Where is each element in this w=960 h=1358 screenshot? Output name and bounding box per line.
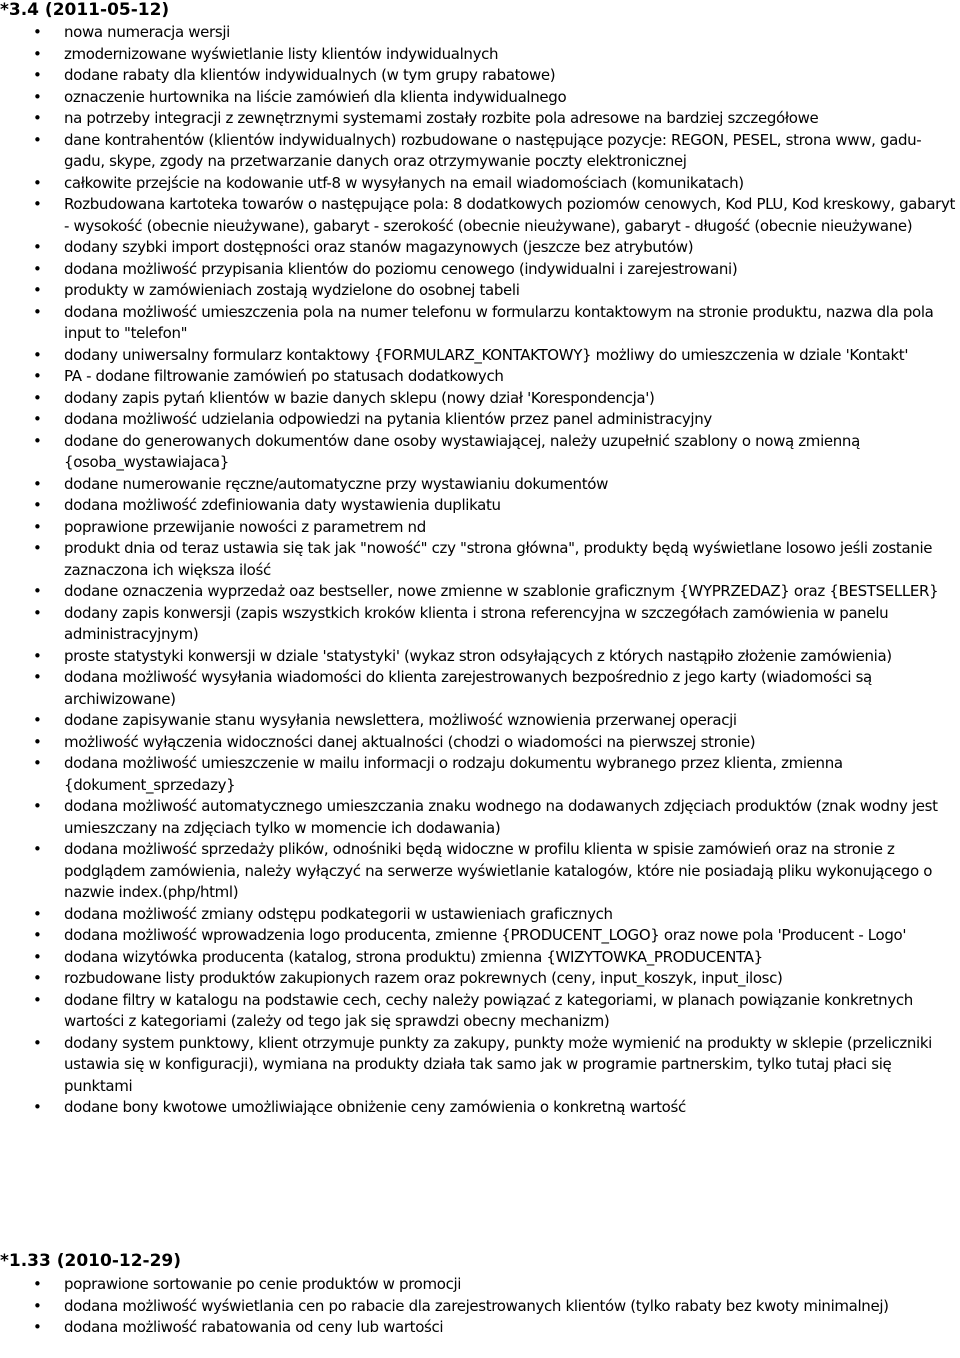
list-item-text: poprawione przewijanie nowości z parametrem nd: [64, 517, 426, 536]
bullet-icon: •: [33, 66, 42, 84]
list-item-text: dodana możliwość sprzedaży plików, odnośniki będą widoczne w profilu klienta w spisie zamówień oraz na stronie z podglądem zamówienia, należy wyłączyć na serwerze wyświetlanie katalogów, które nie posiadają pliku wykonującego o nazwie index.(php/html): [64, 840, 933, 901]
bullet-icon: •: [33, 474, 42, 493]
bullet-icon: •: [33, 195, 42, 213]
bullet-icon: •: [33, 23, 42, 41]
list-item: [0, 925, 960, 947]
list-item-text: możliwość wyłączenia widoczności danej aktualności (chodzi o wiadomości na pierwszej stronie): [64, 732, 756, 751]
list-item: [0, 517, 960, 539]
bullet-icon: •: [33, 969, 42, 987]
section-heading: *1.33 (2010-12-29): [0, 1251, 182, 1271]
list-item-text: dodane filtry w katalogu na podstawie cech, cechy należy powiązać z kategoriami, w planach powiązanie konkretnych wartości z kategoriami (zależy od tego jak się sprawdzi obecny mechanizm): [64, 990, 913, 1030]
bullet-icon: •: [33, 130, 42, 149]
list-item: [0, 44, 960, 66]
list-item: [0, 345, 960, 367]
list-item: [0, 710, 960, 732]
bullet-icon: •: [33, 109, 42, 127]
list-item-text: dodane oznaczenia wyprzedaż oaz bestseller, nowe zmienne w szablonie graficznym {WYPRZEDAZ} oraz {BESTSELLER}: [64, 582, 939, 600]
bullet-icon: •: [33, 668, 42, 686]
list-item-text: Rozbudowana kartoteka towarów o następujące pola: 8 dodatkowych poziomów cenowych, Kod PLU, Kod kreskowy, gabaryt - wysokość (obecnie nieużywane), gabaryt - szerokość (obecnie nieużywane), gabaryt - długość (obecnie nieużywane): [64, 195, 956, 235]
bullet-icon: •: [33, 732, 42, 751]
bullet-icon: •: [33, 87, 42, 106]
list-item-text: dodana wizytówka producenta (katalog, strona produktu) zmienna {WIZYTOWKA_PRODUCENTA}: [64, 947, 763, 966]
bullet-icon: •: [33, 1098, 42, 1116]
list-item: [0, 1317, 960, 1339]
list-item: [0, 796, 960, 839]
bullet-icon: •: [33, 410, 42, 428]
list-item-text: dodany uniwersalny formularz kontaktowy {FORMULARZ_KONTAKTOWY} możliwy do umieszczenia w dziale 'Kontakt': [64, 345, 909, 364]
list-item: [0, 302, 960, 345]
list-item-text: dodana możliwość udzielania odpowiedzi na pytania klientów przez panel administracyjny: [64, 410, 712, 428]
bullet-icon: •: [33, 797, 42, 815]
list-item-text: dodana możliwość wprowadzenia logo producenta, zmienne {PRODUCENT_LOGO} oraz nowe pola 'Producent - Logo': [64, 926, 907, 944]
list-item: [0, 259, 960, 281]
list-item-text: na potrzeby integracji z zewnętrznymi systemami zostały rozbite pola adresowe na bardziej szczegółowe: [64, 109, 819, 127]
list-item-text: poprawione sortowanie po cenie produktów w promocji: [64, 1275, 462, 1293]
bullet-icon: •: [33, 302, 42, 321]
bullet-icon: •: [33, 388, 42, 407]
list-item: [0, 366, 960, 388]
bullet-icon: •: [33, 539, 42, 557]
list-item: [0, 947, 960, 969]
list-item: [0, 538, 960, 581]
list-item: [0, 968, 960, 990]
list-item: [0, 495, 960, 517]
bullet-icon: •: [33, 259, 42, 278]
bullet-icon: •: [33, 367, 42, 385]
list-item-text: dodana możliwość automatycznego umieszczania znaku wodnego na dodawanych zdjęciach produktów (znak wodny jest umieszczany na zdjęciach tylko w momencie ich dodawania): [64, 797, 938, 837]
list-item-text: dane kontrahentów (klientów indywidualnych) rozbudowane o następujące pozycje: REGON, PESEL, strona www, gadu-gadu, skype, zgody na przetwarzanie danych oraz otrzymywanie poczty elektronicznej: [64, 130, 922, 170]
bullet-icon: •: [33, 1296, 42, 1315]
bullet-icon: •: [33, 517, 42, 536]
bullet-icon: •: [33, 44, 42, 63]
list-item-text: dodane do generowanych dokumentów dane osoby wystawiającej, należy uzupełnić szablony o nową zmienną {osoba_wystawiajaca}: [64, 431, 860, 471]
bullet-icon: •: [33, 904, 42, 923]
list-item: [0, 65, 960, 87]
list-item: [0, 22, 960, 44]
list-item: [0, 667, 960, 710]
list-item: [0, 732, 960, 754]
list-item: [0, 603, 960, 646]
bullet-icon: •: [33, 582, 42, 600]
list-item: [0, 904, 960, 926]
bullet-icon: •: [33, 754, 42, 772]
list-item-text: proste statystyki konwersji w dziale 'statystyki' (wykaz stron odsyłających z których nastąpiło złożenie zamówienia): [64, 646, 892, 665]
list-item: [0, 431, 960, 474]
list-item: [0, 1274, 960, 1296]
list-item: [0, 173, 960, 195]
bullet-icon: •: [33, 947, 42, 966]
changelog-list: [0, 22, 960, 1119]
list-item: [0, 1296, 960, 1318]
list-item-text: oznaczenie hurtownika na liście zamówień dla klienta indywidualnego: [64, 87, 567, 106]
list-item-text: dodane rabaty dla klientów indywidualnych (w tym grupy rabatowe): [64, 66, 556, 84]
list-item: [0, 646, 960, 668]
list-item-text: nowa numeracja wersji: [64, 23, 230, 41]
list-item-text: dodane numerowanie ręczne/automatyczne przy wystawianiu dokumentów: [64, 474, 608, 493]
list-item-text: dodana możliwość umieszczenie w mailu informacji o rodzaju dokumentu wybranego przez klienta, zmienna {dokument_sprzedazy}: [64, 754, 843, 794]
list-item-text: dodany zapis konwersji (zapis wszystkich kroków klienta i strona referencyjna w szczegółach zamówienia w panelu administracyjnym): [64, 603, 889, 643]
list-item-text: dodana możliwość wyświetlania cen po rabacie dla zarejestrowanych klientów (tylko rabaty bez kwoty minimalnej): [64, 1296, 889, 1315]
bullet-icon: •: [33, 281, 42, 299]
bullet-icon: •: [33, 496, 42, 514]
list-item: [0, 388, 960, 410]
list-item-text: dodany szybki import dostępności oraz stanów magazynowych (jeszcze bez atrybutów): [64, 238, 694, 256]
list-item-text: dodany system punktowy, klient otrzymuje punkty za zakupy, punkty może wymienić na produkty w sklepie (przeliczniki ustawia się w konfiguracji), wymiana na produkty działa tak samo jak w programie partnerskim, tylko tutaj płaci się punktami: [64, 1033, 932, 1095]
bullet-icon: •: [33, 603, 42, 622]
list-item-text: dodana możliwość zdefiniowania daty wystawienia duplikatu: [64, 496, 501, 514]
bullet-icon: •: [33, 1318, 42, 1336]
bullet-icon: •: [33, 926, 42, 944]
list-item-text: produkt dnia od teraz ustawia się tak jak "nowość" czy "strona główna", produkty będą wyświetlane losowo jeśli zostanie zaznaczona ich większa ilość: [64, 539, 933, 579]
bullet-icon: •: [33, 173, 42, 192]
list-item-text: dodana możliwość przypisania klientów do poziomu cenowego (indywidualni i zarejestrowani): [64, 259, 738, 278]
list-item: [0, 409, 960, 431]
bullet-icon: •: [33, 1033, 42, 1052]
bullet-icon: •: [33, 1275, 42, 1293]
list-item: [0, 581, 960, 603]
list-item: [0, 839, 960, 904]
list-item-text: dodana możliwość rabatowania od ceny lub wartości: [64, 1318, 444, 1336]
list-item: [0, 474, 960, 496]
section-heading: *3.4 (2011-05-12): [0, 0, 170, 20]
list-item-text: zmodernizowane wyświetlanie listy klientów indywidualnych: [64, 44, 499, 63]
list-item: [0, 237, 960, 259]
list-item-text: dodane zapisywanie stanu wysyłania newslettera, możliwość wznowienia przerwanej operacji: [64, 711, 737, 729]
bullet-icon: •: [33, 711, 42, 729]
bullet-icon: •: [33, 990, 42, 1009]
list-item-text: całkowite przejście na kodowanie utf-8 w wysyłanych na email wiadomościach (komunikatach): [64, 173, 744, 192]
changelog-list: [0, 1274, 960, 1339]
bullet-icon: •: [33, 238, 42, 256]
bullet-icon: •: [33, 840, 42, 858]
list-item-text: PA - dodane filtrowanie zamówień po statusach dodatkowych: [64, 367, 504, 385]
list-item-text: rozbudowane listy produktów zakupionych razem oraz pokrewnych (ceny, input_koszyk, input_ilosc): [64, 969, 783, 987]
list-item: [0, 194, 960, 237]
bullet-icon: •: [33, 431, 42, 450]
list-item: [0, 108, 960, 130]
list-item: [0, 87, 960, 109]
list-item-text: dodane bony kwotowe umożliwiające obniżenie ceny zamówienia o konkretną wartość: [64, 1098, 686, 1116]
list-item-text: dodana możliwość wysyłania wiadomości do klienta zarejestrowanych bezpośrednio z jego karty (wiadomości są archiwizowane): [64, 668, 872, 708]
list-item-text: dodana możliwość zmiany odstępu podkategorii w ustawieniach graficznych: [64, 904, 613, 923]
list-item: [0, 1097, 960, 1119]
list-item: [0, 990, 960, 1033]
list-item: [0, 1033, 960, 1098]
list-item-text: dodany zapis pytań klientów w bazie danych sklepu (nowy dział 'Korespondencja'): [64, 388, 655, 407]
list-item: [0, 280, 960, 302]
list-item-text: produkty w zamówieniach zostają wydzielone do osobnej tabeli: [64, 281, 520, 299]
list-item-text: dodana możliwość umieszczenia pola na numer telefonu w formularzu kontaktowym na stronie produktu, nazwa dla pola input to "telefon": [64, 302, 934, 342]
bullet-icon: •: [33, 345, 42, 364]
list-item: [0, 130, 960, 173]
list-item: [0, 753, 960, 796]
bullet-icon: •: [33, 646, 42, 665]
